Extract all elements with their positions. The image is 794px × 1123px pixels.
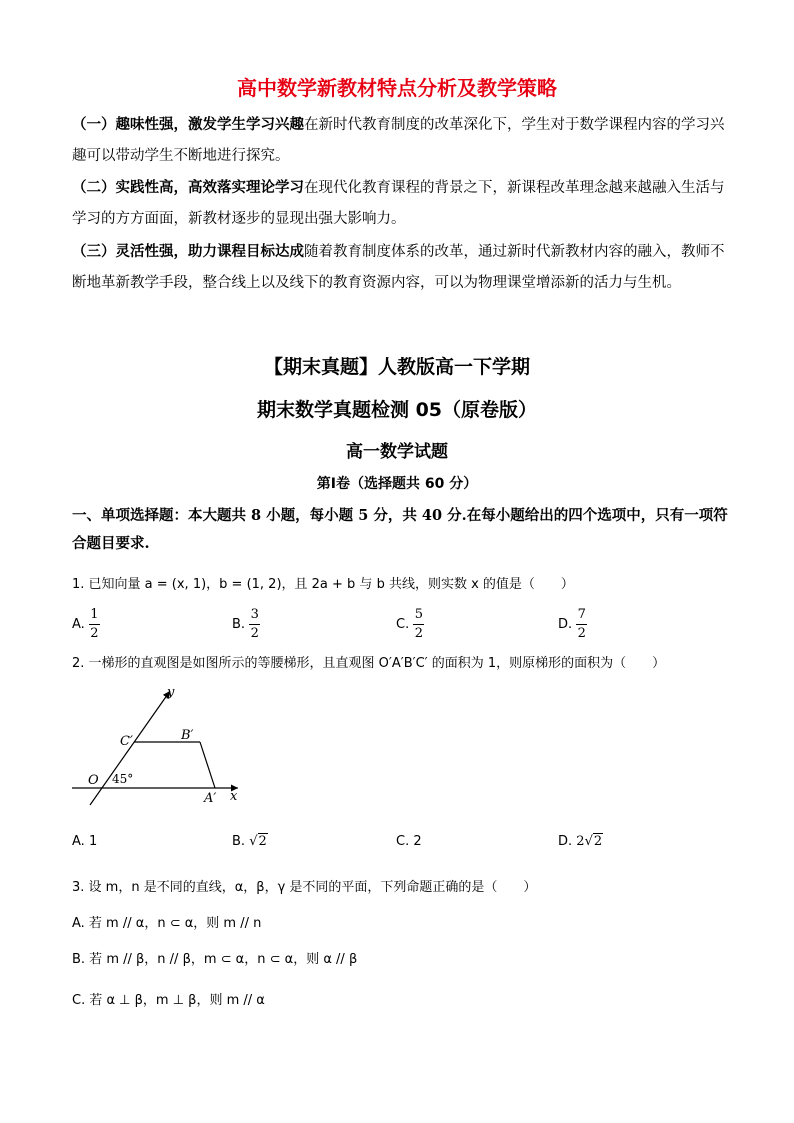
exam-title-3: 高一数学试题 xyxy=(346,442,448,462)
q2-option-b-value: 2 xyxy=(258,834,267,849)
q2-option-d-coef: 2 xyxy=(576,834,585,849)
label-c: C′ xyxy=(120,734,133,749)
intro-label-1: （一）趣味性强，激发学生学习兴趣 xyxy=(72,117,304,133)
q2-option-c-value: 2 xyxy=(413,834,422,849)
q3-option-c: C. 若 α ⊥ β，m ⊥ β，则 m // α xyxy=(72,993,265,1008)
q1-option-c-fraction xyxy=(413,607,424,642)
q2-option-b: B. √2 xyxy=(232,834,267,849)
q1-b-num: 3 xyxy=(250,607,259,622)
q1-option-d-letter: D. xyxy=(558,617,573,632)
edge-ba xyxy=(200,742,215,788)
q2-option-d-letter: D. xyxy=(558,834,573,849)
q2-option-d: D. 2√2 xyxy=(558,834,603,849)
label-y: y xyxy=(167,685,175,700)
q2-option-b-letter: B. xyxy=(232,834,246,849)
q1-c-num: 5 xyxy=(414,607,423,622)
q1-option-c xyxy=(396,607,424,642)
q1-option-d xyxy=(558,607,587,642)
label-o: O xyxy=(88,773,99,788)
label-angle: 45° xyxy=(112,772,134,786)
q1-option-b-letter: B. xyxy=(232,617,246,632)
q1-a-num: 1 xyxy=(90,607,99,622)
intro-label-2: （二）实践性高，高效落实理论学习 xyxy=(72,180,304,196)
intro-label-3: （三）灵活性强，助力课程目标达成 xyxy=(72,244,304,260)
question-3-stem: 3. 设 m，n 是不同的直线，α，β，γ 是不同的平面，下列命题正确的是（ ） xyxy=(72,880,537,895)
q1-b-den: 2 xyxy=(250,626,259,641)
q1-option-a-fraction xyxy=(89,607,100,642)
page-title: 高中数学新教材特点分析及教学策略 xyxy=(237,76,557,100)
intro-paragraph-3 xyxy=(72,237,727,299)
q1-option-c-letter: C. xyxy=(396,617,410,632)
intro-text-2: 在现代化教育课程的背景之下，新课程改革理念越来越融入生活与学习的方方面面，新教材逐步的显现出强大影响力。 xyxy=(72,180,725,227)
q2-option-a xyxy=(72,834,97,849)
section-heading: 一、单项选择题：本大题共 8 小题，每小题 5 分，共 40 分.在每小题给出的四个选项中，只有一项符合题目要求. xyxy=(72,507,728,552)
intro-paragraph-2 xyxy=(72,173,727,235)
q2-option-a-letter: A. xyxy=(72,834,85,849)
q3-option-a: A. 若 m // α，n ⊂ α，则 m // n xyxy=(72,916,262,931)
q1-a-den: 2 xyxy=(90,626,99,641)
q1-d-den: 2 xyxy=(577,626,586,641)
q1-option-b-fraction xyxy=(249,607,260,642)
q2-option-c xyxy=(396,834,422,849)
question-2-stem: 2. 一梯形的直观图是如图所示的等腰梯形，且直观图 O′A′B′C′ 的面积为 1，则原梯形的面积为（ ） xyxy=(72,656,666,671)
label-a: A′ xyxy=(204,791,217,806)
label-x: x xyxy=(230,789,238,804)
q1-c-den: 2 xyxy=(414,626,423,641)
q3-option-b: B. 若 m // β，n // β，m ⊂ α，n ⊂ α，则 α // β xyxy=(72,952,358,967)
trapezoid-figure xyxy=(70,683,250,808)
q2-option-a-value: 1 xyxy=(88,834,98,849)
exam-title-1: 【期末真题】人教版高一下学期 xyxy=(263,356,530,378)
intro-text-1: 在新时代教育制度的改革深化下，学生对于数学课程内容的学习兴趣可以带动学生不断地进行探究。 xyxy=(72,117,725,164)
q1-option-d-fraction xyxy=(576,607,587,642)
exam-part-heading: 第Ⅰ卷（选择题共 60 分） xyxy=(316,476,478,492)
intro-paragraph-1 xyxy=(72,110,727,172)
q2-option-d-value: 2 xyxy=(593,834,603,849)
q1-option-b xyxy=(232,607,260,642)
q2-option-c-letter: C. xyxy=(396,834,410,849)
q1-option-a xyxy=(72,607,100,642)
intro-text-3: 随着教育制度体系的改革，通过新时代新教材内容的融入，教师不断地革新教学手段，整合线上以及线下的教育资源内容，可以为物理课堂增添新的活力与生机。 xyxy=(72,244,725,291)
question-1-stem: 1. 已知向量 a = (x, 1)，b = (1, 2)，且 2a + b 与 b 共线，则实数 x 的值是（ ） xyxy=(72,577,574,592)
exam-title-2: 期末数学真题检测 05（原卷版） xyxy=(256,399,538,421)
q1-d-num: 7 xyxy=(577,607,586,622)
q1-option-a-letter: A. xyxy=(72,617,85,632)
label-b: B′ xyxy=(181,728,194,743)
